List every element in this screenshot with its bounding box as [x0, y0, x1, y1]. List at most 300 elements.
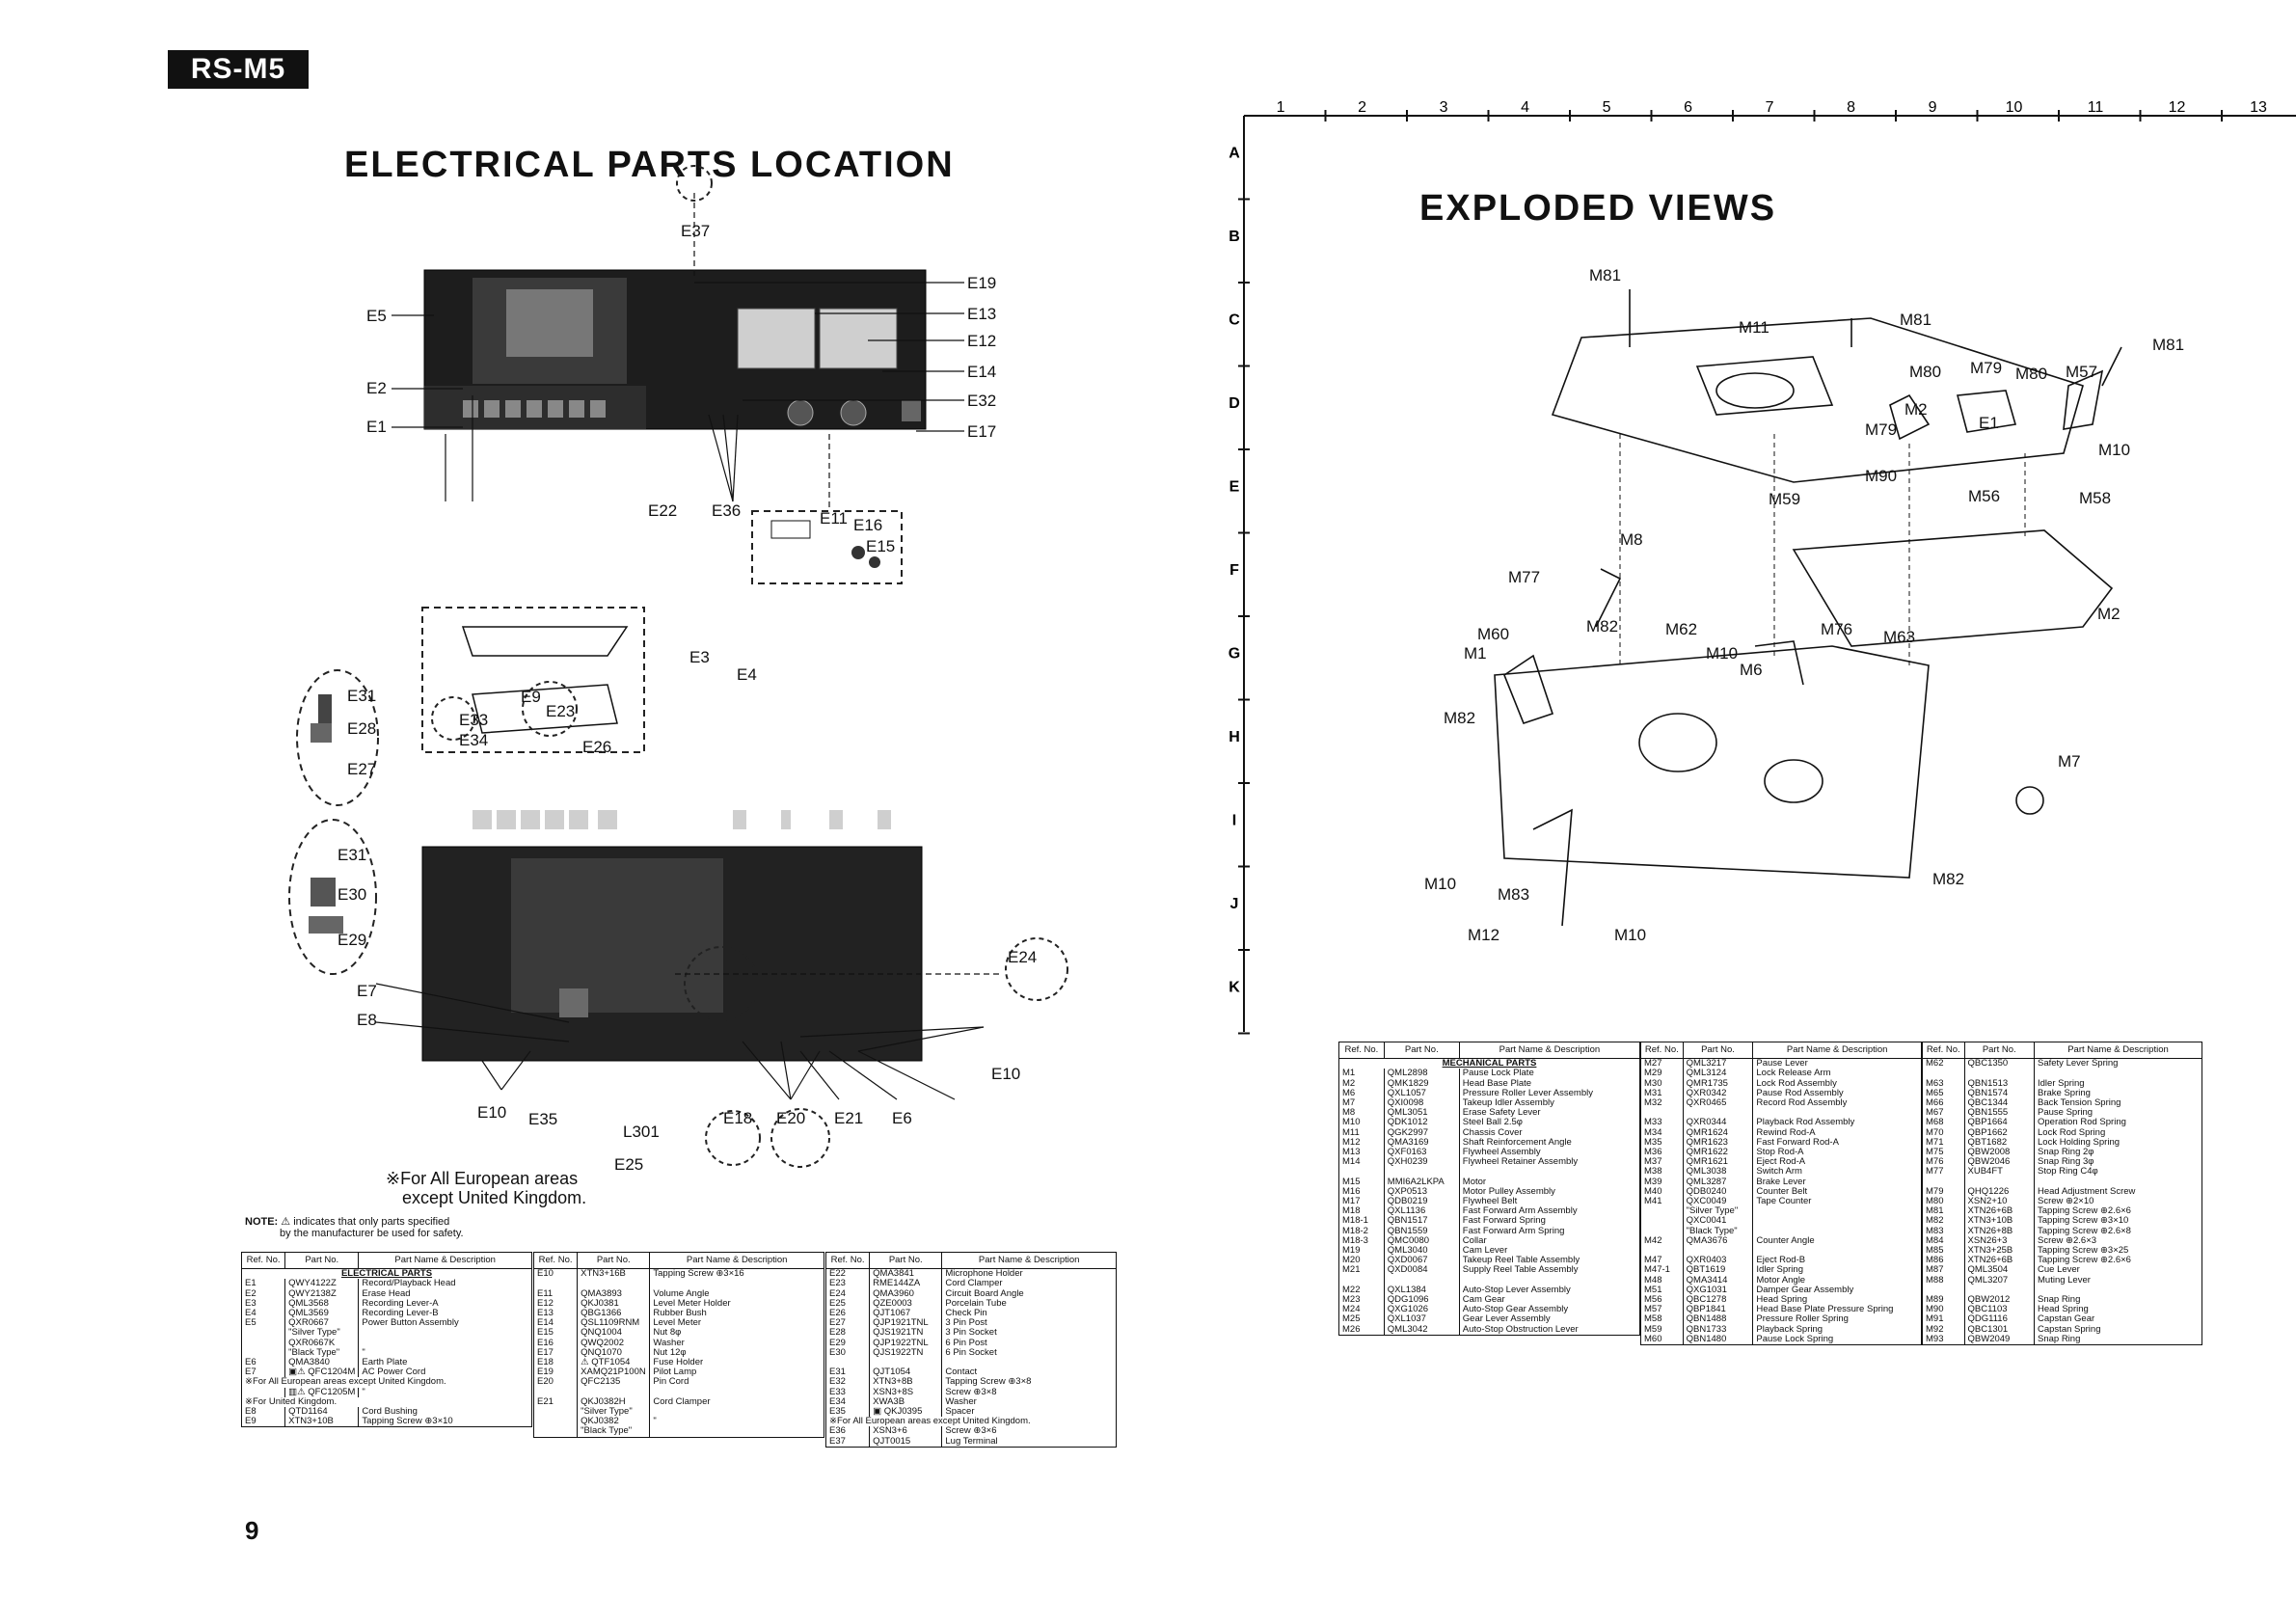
callout-m77: M77: [1508, 568, 1541, 586]
ref-no-cell: M41: [1641, 1197, 1684, 1206]
callout-m81a: M81: [1589, 266, 1622, 284]
description-cell: Head Base Plate: [1459, 1079, 1639, 1089]
part-no-cell: QHQ1226: [1964, 1187, 2035, 1197]
callout-m62: M62: [1665, 620, 1698, 638]
ruler-column-label: 2: [1358, 99, 1366, 116]
table-row: [1641, 1206, 1922, 1216]
ref-no-cell: M67: [1923, 1108, 1965, 1118]
part-no-cell: QXR0403: [1683, 1256, 1753, 1265]
callout-m12: M12: [1468, 926, 1500, 944]
description-cell: 3 Pin Post: [942, 1318, 1117, 1328]
callout-e29: E29: [338, 931, 367, 949]
description-cell: Brake Spring: [2035, 1089, 2202, 1098]
ref-no-cell: M86: [1923, 1256, 1965, 1265]
part-no-cell: QMA3840: [285, 1358, 359, 1367]
part-no-cell: XSN2+10: [1964, 1197, 2035, 1206]
callout-e32: E32: [967, 392, 997, 410]
part-no-cell: QTD1164: [285, 1407, 359, 1417]
ref-no-cell: M6: [1339, 1089, 1385, 1098]
callout-e22: E22: [648, 501, 678, 520]
description-cell: Flywheel Retainer Assembly: [1459, 1157, 1639, 1167]
ref-no-cell: M25: [1339, 1314, 1385, 1324]
callout-m10d: M10: [1614, 926, 1647, 944]
callout-e4: E4: [737, 665, 757, 684]
ruler-column-label: 7: [1765, 99, 1774, 116]
ref-no-cell: E18: [534, 1358, 578, 1367]
description-cell: Eject Rod-B: [1753, 1256, 1922, 1265]
ref-no-cell: M92: [1923, 1325, 1965, 1335]
description-cell: Fast Forward Rod-A: [1753, 1138, 1922, 1148]
part-no-cell: QKJ0382: [578, 1417, 650, 1426]
part-no-cell: QMR1623: [1683, 1138, 1753, 1148]
table-row: [534, 1377, 824, 1387]
column-header: Part Name & Description: [650, 1253, 824, 1269]
ref-no-cell: E2: [242, 1289, 285, 1299]
description-cell: Gear Lever Assembly: [1459, 1314, 1639, 1324]
part-no-cell: QXC0049: [1683, 1197, 1753, 1206]
callout-m80b: M80: [2015, 365, 2048, 383]
ref-no-cell: M82: [1923, 1216, 1965, 1226]
description-cell: Lock Rod Spring: [2035, 1128, 2202, 1138]
part-no-cell: QMA3841: [870, 1269, 942, 1280]
table-row: [1923, 1276, 2202, 1286]
ref-no-cell: M87: [1923, 1265, 1965, 1275]
table-row: [242, 1339, 532, 1348]
part-no-cell: XAMQ21P100N: [578, 1367, 650, 1377]
description-cell: 6 Pin Post: [942, 1339, 1117, 1348]
ref-no-cell: E5: [242, 1318, 285, 1328]
part-no-cell: "Black Type": [1683, 1227, 1753, 1236]
page-number: 9: [245, 1516, 259, 1545]
ref-no-cell: E30: [826, 1348, 870, 1358]
description-cell: Rewind Rod-A: [1753, 1128, 1922, 1138]
part-no-cell: QBW2046: [1964, 1157, 2035, 1167]
table-row: [534, 1397, 824, 1407]
description-cell: Screw ⊕3×8: [942, 1388, 1117, 1397]
part-no-cell: QMK1829: [1384, 1079, 1459, 1089]
ref-no-cell: M75: [1923, 1148, 1965, 1157]
description-cell: Tapping Screw ⊕3×10: [2035, 1216, 2202, 1226]
column-header: Part No.: [1683, 1042, 1753, 1059]
ref-no-cell: E37: [826, 1437, 870, 1448]
ref-no-cell: M40: [1641, 1187, 1684, 1197]
callout-e10a: E10: [477, 1103, 507, 1122]
description-cell: Counter Angle: [1753, 1236, 1922, 1246]
callout-m56: M56: [1968, 487, 2001, 505]
description-cell: [1753, 1206, 1922, 1216]
ref-no-cell: M93: [1923, 1335, 1965, 1345]
ref-no-cell: M19: [1339, 1246, 1385, 1256]
table-row: [826, 1437, 1117, 1448]
description-cell: Tape Counter: [1753, 1197, 1922, 1206]
ref-no-cell: [534, 1407, 578, 1417]
description-cell: ": [359, 1388, 532, 1397]
part-no-cell: QMR1622: [1683, 1148, 1753, 1157]
ruler-column-label: 6: [1684, 99, 1692, 116]
part-no-cell: QXD0067: [1384, 1256, 1459, 1265]
ref-no-cell: E27: [826, 1318, 870, 1328]
ruler-column-label: 13: [2250, 99, 2267, 116]
part-no-cell: QXL1384: [1384, 1286, 1459, 1295]
ruler-row-label: I: [1231, 812, 1237, 829]
table-header-row: [534, 1253, 824, 1269]
ref-no-cell: M60: [1641, 1335, 1684, 1345]
part-no-cell: XWA3B: [870, 1397, 942, 1407]
circuit-board-diagram: [280, 598, 1090, 1196]
ref-no-cell: M68: [1923, 1118, 1965, 1127]
part-no-cell: QBP1664: [1964, 1118, 2035, 1127]
ref-no-cell: M16: [1339, 1187, 1385, 1197]
area-note-line-2: except United Kingdom.: [402, 1188, 587, 1207]
part-no-cell: XTN3+16B: [578, 1269, 650, 1280]
part-no-cell: QMA3960: [870, 1289, 942, 1299]
callout-e6: E6: [892, 1109, 912, 1127]
callout-m60: M60: [1477, 625, 1510, 643]
part-no-cell: QJS1921TN: [870, 1328, 942, 1338]
ref-no-cell: M26: [1339, 1325, 1385, 1336]
description-cell: Cam Gear: [1459, 1295, 1639, 1305]
mechanical-parts-table-2-wrap: [1640, 1042, 1922, 1345]
table-row: [1339, 1227, 1640, 1236]
ref-no-cell: M31: [1641, 1089, 1684, 1098]
callout-m10a: M10: [2098, 441, 2131, 459]
part-no-cell: QBW2049: [1964, 1335, 2035, 1345]
part-no-cell: QZE0003: [870, 1299, 942, 1309]
part-no-cell: QML3217: [1683, 1059, 1753, 1069]
ref-no-cell: M79: [1923, 1187, 1965, 1197]
table-row: [1339, 1325, 1640, 1336]
ref-no-cell: M15: [1339, 1177, 1385, 1187]
part-no-cell: QBN1480: [1683, 1335, 1753, 1345]
ref-no-cell: E17: [534, 1348, 578, 1358]
callout-m1: M1: [1464, 644, 1487, 663]
table-header-row: [826, 1253, 1117, 1269]
description-cell: Lock Release Arm: [1753, 1069, 1922, 1078]
mechanical-parts-table-1-wrap: [1338, 1042, 1640, 1336]
table-header-row: [1641, 1042, 1922, 1059]
part-no-cell: QJS1922TN: [870, 1348, 942, 1358]
part-no-cell: QBN1555: [1964, 1108, 2035, 1118]
part-no-cell: XTN26+8B: [1964, 1227, 2035, 1236]
callout-m82b: M82: [1444, 709, 1476, 727]
ruler-column-label: 11: [2087, 99, 2104, 116]
part-no-cell: QDK1012: [1384, 1118, 1459, 1127]
table-row: [534, 1407, 824, 1417]
part-no-cell: QXI0098: [1384, 1098, 1459, 1108]
description-cell: Lug Terminal: [942, 1437, 1117, 1448]
part-no-cell: QML3042: [1384, 1325, 1459, 1336]
part-no-cell: XSN3+8S: [870, 1388, 942, 1397]
column-header: Part Name & Description: [942, 1253, 1117, 1269]
part-no-cell: QML2898: [1384, 1069, 1459, 1078]
mechanical-parts-table-1: [1338, 1042, 1640, 1336]
description-cell: Recording Lever-B: [359, 1309, 532, 1318]
callout-e18: E18: [723, 1109, 753, 1127]
ref-no-cell: M77: [1923, 1167, 1965, 1177]
part-no-cell: QXD0084: [1384, 1265, 1459, 1275]
callout-e8: E8: [357, 1011, 377, 1029]
column-header: Part No.: [285, 1253, 359, 1269]
description-cell: Damper Gear Assembly: [1753, 1286, 1922, 1295]
ref-no-cell: M39: [1641, 1177, 1684, 1187]
ref-no-cell: E29: [826, 1339, 870, 1348]
ref-no-cell: M62: [1923, 1059, 1965, 1069]
column-header: Part No.: [870, 1253, 942, 1269]
description-cell: Fast Forward Arm Assembly: [1459, 1206, 1639, 1216]
table-row: [1641, 1197, 1922, 1206]
ref-no-cell: M29: [1641, 1069, 1684, 1078]
ref-no-cell: M83: [1923, 1227, 1965, 1236]
part-no-cell: QXL1037: [1384, 1314, 1459, 1324]
ref-no-cell: M34: [1641, 1128, 1684, 1138]
description-cell: Back Tension Spring: [2035, 1098, 2202, 1108]
ref-no-cell: M56: [1641, 1295, 1684, 1305]
description-cell: Head Spring: [1753, 1295, 1922, 1305]
callout-e2: E2: [366, 379, 387, 397]
part-no-cell: QBN1559: [1384, 1227, 1459, 1236]
part-no-cell: QMA3893: [578, 1289, 650, 1299]
description-cell: Rubber Bush: [650, 1309, 824, 1318]
description-cell: Cord Bushing: [359, 1407, 532, 1417]
ref-no-cell: [242, 1328, 285, 1338]
part-no-cell: ▥⚠ QFC1205M: [285, 1388, 359, 1397]
callout-e21: E21: [834, 1109, 864, 1127]
description-cell: Contact: [942, 1367, 1117, 1377]
callout-m83: M83: [1498, 885, 1530, 904]
ref-no-cell: M18: [1339, 1206, 1385, 1216]
description-cell: Record Rod Assembly: [1753, 1098, 1922, 1108]
description-cell: Auto-Stop Lever Assembly: [1459, 1286, 1639, 1295]
callout-m8: M8: [1620, 530, 1643, 549]
part-no-cell: QBG1366: [578, 1309, 650, 1318]
description-cell: Brake Lever: [1753, 1177, 1922, 1187]
part-no-cell: QXG1026: [1384, 1305, 1459, 1314]
callout-e12: E12: [967, 332, 997, 350]
ruler-column-label: 4: [1521, 99, 1529, 116]
part-no-cell: ⚠ QTF1054: [578, 1358, 650, 1367]
description-cell: Chassis Cover: [1459, 1128, 1639, 1138]
callout-e20: E20: [776, 1109, 806, 1127]
note-text-2: by the manufacturer be used for safety.: [280, 1228, 464, 1239]
column-header: Part Name & Description: [1459, 1042, 1639, 1059]
electrical-parts-table-3-wrap: [825, 1252, 1117, 1448]
ref-no-cell: M91: [1923, 1314, 1965, 1324]
part-no-cell: QDG1116: [1964, 1314, 2035, 1324]
callout-m6: M6: [1740, 661, 1763, 679]
callout-e17: E17: [967, 422, 997, 441]
description-cell: Takeup Idler Assembly: [1459, 1098, 1639, 1108]
part-no-cell: QXR0667K: [285, 1339, 359, 1348]
part-no-cell: QXR0465: [1683, 1098, 1753, 1108]
ref-no-cell: E1: [242, 1279, 285, 1288]
ruler-row-label: D: [1229, 394, 1240, 412]
part-no-cell: QML3287: [1683, 1177, 1753, 1187]
description-cell: Pressure Roller Spring: [1753, 1314, 1922, 1324]
model-badge: RS-M5: [168, 50, 309, 89]
part-no-cell: QBP1841: [1683, 1305, 1753, 1314]
callout-e37: E37: [681, 222, 711, 240]
description-cell: Circuit Board Angle: [942, 1289, 1117, 1299]
ruler-column-label: 3: [1439, 99, 1448, 116]
description-cell: Capstan Spring: [2035, 1325, 2202, 1335]
part-no-cell: QKJ0382H: [578, 1397, 650, 1407]
part-no-cell: QJT0015: [870, 1437, 942, 1448]
part-no-cell: QBC1350: [1964, 1059, 2035, 1069]
ref-no-cell: M84: [1923, 1236, 1965, 1246]
ref-no-cell: M17: [1339, 1197, 1385, 1206]
table-row: [1923, 1167, 2202, 1177]
ref-no-cell: M37: [1641, 1157, 1684, 1167]
ref-no-cell: E7: [242, 1367, 285, 1377]
ruler-row-label: G: [1228, 645, 1241, 663]
mechanical-parts-table-3: [1922, 1042, 2202, 1345]
description-cell: Collar: [1459, 1236, 1639, 1246]
ref-no-cell: M71: [1923, 1138, 1965, 1148]
description-cell: Nut 8φ: [650, 1328, 824, 1338]
column-header: Ref. No.: [826, 1253, 870, 1269]
ruler-column-label: 1: [1276, 99, 1285, 116]
description-cell: Fast Forward Spring: [1459, 1216, 1639, 1226]
callout-e15: E15: [866, 537, 896, 555]
table-row: [1339, 1265, 1640, 1275]
part-no-cell: QBN1733: [1683, 1325, 1753, 1335]
table-row: [242, 1417, 532, 1427]
description-cell: Snap Ring 2φ: [2035, 1148, 2202, 1157]
ref-no-cell: M88: [1923, 1276, 1965, 1286]
part-no-cell: QBC1103: [1964, 1305, 2035, 1314]
description-cell: Cam Lever: [1459, 1246, 1639, 1256]
ref-no-cell: M30: [1641, 1079, 1684, 1089]
part-no-cell: QJT1067: [870, 1309, 942, 1318]
ref-no-cell: M47-1: [1641, 1265, 1684, 1275]
ref-no-cell: M22: [1339, 1286, 1385, 1295]
callout-m57: M57: [2066, 363, 2098, 381]
part-no-cell: QMR1624: [1683, 1128, 1753, 1138]
ruler-column-label: 5: [1602, 99, 1611, 116]
ruler-row-label: C: [1229, 311, 1240, 329]
callout-m79a: M79: [1970, 359, 2003, 377]
callout-m79b: M79: [1865, 420, 1898, 439]
description-cell: Pause Rod Assembly: [1753, 1089, 1922, 1098]
description-cell: Cord Clamper: [650, 1397, 824, 1407]
part-no-cell: QMA3169: [1384, 1138, 1459, 1148]
description-cell: Counter Belt: [1753, 1187, 1922, 1197]
ref-no-cell: E9: [242, 1417, 285, 1427]
callout-e27: E27: [347, 760, 377, 778]
part-no-cell: QXG1031: [1683, 1286, 1753, 1295]
part-no-cell: QMR1621: [1683, 1157, 1753, 1167]
ref-no-cell: M51: [1641, 1286, 1684, 1295]
description-cell: Motor Pulley Assembly: [1459, 1187, 1639, 1197]
part-no-cell: QKJ0381: [578, 1299, 650, 1309]
ref-no-cell: [534, 1426, 578, 1437]
description-cell: Snap Ring: [2035, 1335, 2202, 1345]
ref-no-cell: E20: [534, 1377, 578, 1387]
ref-no-cell: M14: [1339, 1157, 1385, 1167]
ruler-row-label: K: [1229, 979, 1240, 996]
callout-m11: M11: [1739, 318, 1769, 337]
callout-e28: E28: [347, 719, 377, 738]
part-no-cell: QNQ1004: [578, 1328, 650, 1338]
description-cell: Stop Rod-A: [1753, 1148, 1922, 1157]
part-no-cell: QML3504: [1964, 1265, 2035, 1275]
part-no-cell: QBN1488: [1683, 1314, 1753, 1324]
part-no-cell: QBN1517: [1384, 1216, 1459, 1226]
description-cell: 6 Pin Socket: [942, 1348, 1117, 1358]
part-no-cell: QBP1662: [1964, 1128, 2035, 1138]
part-no-cell: "Black Type": [285, 1348, 359, 1358]
ref-no-cell: [242, 1339, 285, 1348]
electrical-parts-table-3: [825, 1252, 1117, 1448]
ref-no-cell: E36: [826, 1426, 870, 1436]
description-cell: Idler Spring: [1753, 1265, 1922, 1275]
ref-no-cell: E10: [534, 1269, 578, 1280]
part-no-cell: QBT1619: [1683, 1265, 1753, 1275]
description-cell: Recording Lever-A: [359, 1299, 532, 1309]
callout-m59: M59: [1769, 490, 1801, 508]
description-cell: Screw ⊕3×6: [942, 1426, 1117, 1436]
table-row: [826, 1348, 1117, 1358]
ref-no-cell: M18-2: [1339, 1227, 1385, 1236]
table-note: ※For United Kingdom.: [242, 1397, 532, 1407]
ref-no-cell: M90: [1923, 1305, 1965, 1314]
description-cell: Fast Forward Arm Spring: [1459, 1227, 1639, 1236]
table-row: [1339, 1167, 1640, 1177]
ref-no-cell: M23: [1339, 1295, 1385, 1305]
part-no-cell: QML3124: [1683, 1069, 1753, 1078]
part-no-cell: QJT1054: [870, 1367, 942, 1377]
column-header: Ref. No.: [1339, 1042, 1385, 1059]
callout-m2a: M2: [1904, 400, 1928, 419]
ref-no-cell: M24: [1339, 1305, 1385, 1314]
ref-no-cell: M12: [1339, 1138, 1385, 1148]
part-no-cell: QMC0080: [1384, 1236, 1459, 1246]
callout-e34: E34: [459, 731, 489, 749]
ruler-row-label: H: [1229, 728, 1240, 745]
callout-e26: E26: [582, 738, 612, 756]
description-cell: Playback Rod Assembly: [1753, 1118, 1922, 1127]
ref-no-cell: E25: [826, 1299, 870, 1309]
column-header: Ref. No.: [1923, 1042, 1965, 1059]
mechanical-parts-table-2: [1640, 1042, 1922, 1345]
table-row: [242, 1328, 532, 1338]
table-header-row: [242, 1253, 532, 1269]
table-row: [534, 1426, 824, 1437]
part-no-cell: QML3038: [1683, 1167, 1753, 1177]
callout-m2b: M2: [2097, 605, 2120, 623]
part-no-cell: RME144ZA: [870, 1279, 942, 1288]
callout-e11: E11: [820, 509, 848, 528]
ruler-row-label: B: [1229, 228, 1240, 245]
callout-e9: E9: [521, 688, 541, 706]
description-cell: Muting Lever: [2035, 1276, 2202, 1286]
part-no-cell: QBN1574: [1964, 1089, 2035, 1098]
ref-no-cell: M76: [1923, 1157, 1965, 1167]
ruler-column-label: 12: [2168, 99, 2186, 116]
ref-no-cell: E12: [534, 1299, 578, 1309]
callout-m58: M58: [2079, 489, 2112, 507]
ref-no-cell: [1641, 1206, 1684, 1216]
ref-no-cell: M66: [1923, 1098, 1965, 1108]
ref-no-cell: M59: [1641, 1325, 1684, 1335]
part-no-cell: XTN3+25B: [1964, 1246, 2035, 1256]
description-cell: Eject Rod-A: [1753, 1157, 1922, 1167]
ref-no-cell: M32: [1641, 1098, 1684, 1108]
description-cell: Pause Lock Spring: [1753, 1335, 1922, 1345]
callout-e31a: E31: [347, 687, 377, 705]
electrical-parts-table-1-wrap: [241, 1252, 532, 1427]
ref-no-cell: E22: [826, 1269, 870, 1280]
